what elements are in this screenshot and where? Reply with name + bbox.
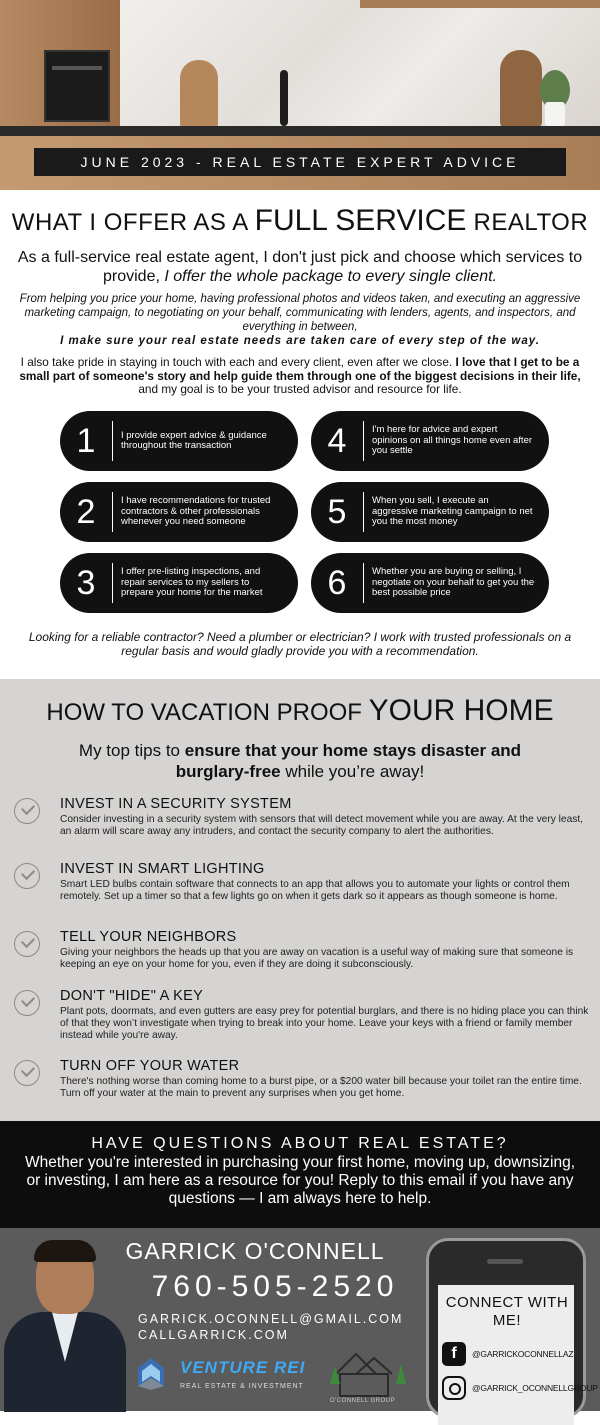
group-name: O'CONNELL GROUP [330,1398,396,1404]
facebook-icon: f [442,1342,466,1366]
check-circle-icon [14,990,40,1016]
questions-body: Whether you're interested in purchasing your first home, moving up, downsizing, or investing, I am here as a resource for you! Reply to this email if you have any questions — I am always here to help. [24,1154,576,1207]
offer-item-3: 3 I offer pre-listing inspections, and repair services to my sellers to prepare your home for the market [60,553,298,613]
agent-phone[interactable]: 760-505-2520 [151,1270,399,1303]
agent-website[interactable]: CALLGARRICK.COM [138,1328,289,1342]
brand-subtitle: REAL ESTATE & INVESTMENT [180,1383,304,1390]
offer-title: WHAT I OFFER AS A FULL SERVICE REALTOR [11,204,589,237]
questions-title: HAVE QUESTIONS ABOUT REAL ESTATE? [91,1135,509,1152]
venture-rei-logo-icon [136,1356,166,1390]
check-circle-icon [14,863,40,889]
offer-item-4: 4 I'm here for advice and expert opinions on all things home even after you settle [311,411,549,471]
check-circle-icon [14,931,40,957]
agent-name: GARRICK O'CONNELL [125,1238,385,1264]
offer-intro: As a full-service real estate agent, I don't just pick and choose which services to provide, I offer the whole package to every single client. [17,249,583,285]
check-circle-icon [14,798,40,824]
vacation-title: HOW TO VACATION PROOF YOUR HOME [46,694,554,727]
oconnell-group-logo-icon [326,1344,410,1406]
instagram-icon [442,1376,466,1400]
offer-pride: I also take pride in staying in touch with each and every client, even after we close. I love that I get to be a small part of someone's story and help guide them through one of the biggest decisions in their life, and my goal is to be your trusted advisor and resource for life. [19,355,581,396]
facebook-link[interactable]: f @GARRICKOCONNELLAZ [442,1342,573,1366]
brand-title: VENTURE REI [180,1358,306,1377]
instagram-link[interactable]: @GARRICK_OCONNELLGROUP [442,1376,598,1400]
agent-photo [4,1240,126,1411]
vacation-intro: My top tips to ensure that your home stays disaster and burglary-free while you’re away! [78,741,522,781]
offer-item-6: 6 Whether you are buying or selling, I negotiate on your behalf to get you the best possible price [311,553,549,613]
offer-detail: From helping you price your home, having professional photos and videos taken, and executing an aggressive marketing campaign, to negotiating on your behalf, communicating with lenders, agents, and inspectors, and everything in between, I make sure your real estate needs are taken care of every step of the way. [19,293,581,347]
offer-item-2: 2 I have recommendations for trusted contractors & other professionals whenever you need someone [60,482,298,542]
contractor-note: Looking for a reliable contractor? Need a plumber or electrician? I work with trusted professionals on a regular basis and would gladly provide you with a recommendation. [28,630,572,658]
questions-section [0,1121,600,1228]
check-circle-icon [14,1060,40,1086]
offer-item-1: 1 I provide expert advice & guidance throughout the transaction [60,411,298,471]
connect-heading: CONNECT WITH ME! [445,1294,569,1329]
agent-email[interactable]: GARRICK.OCONNELL@GMAIL.COM [138,1312,404,1326]
newsletter-banner: JUNE 2023 - REAL ESTATE EXPERT ADVICE [34,148,566,176]
offer-item-5: 5 When you sell, I execute an aggressive marketing campaign to net you the most money [311,482,549,542]
